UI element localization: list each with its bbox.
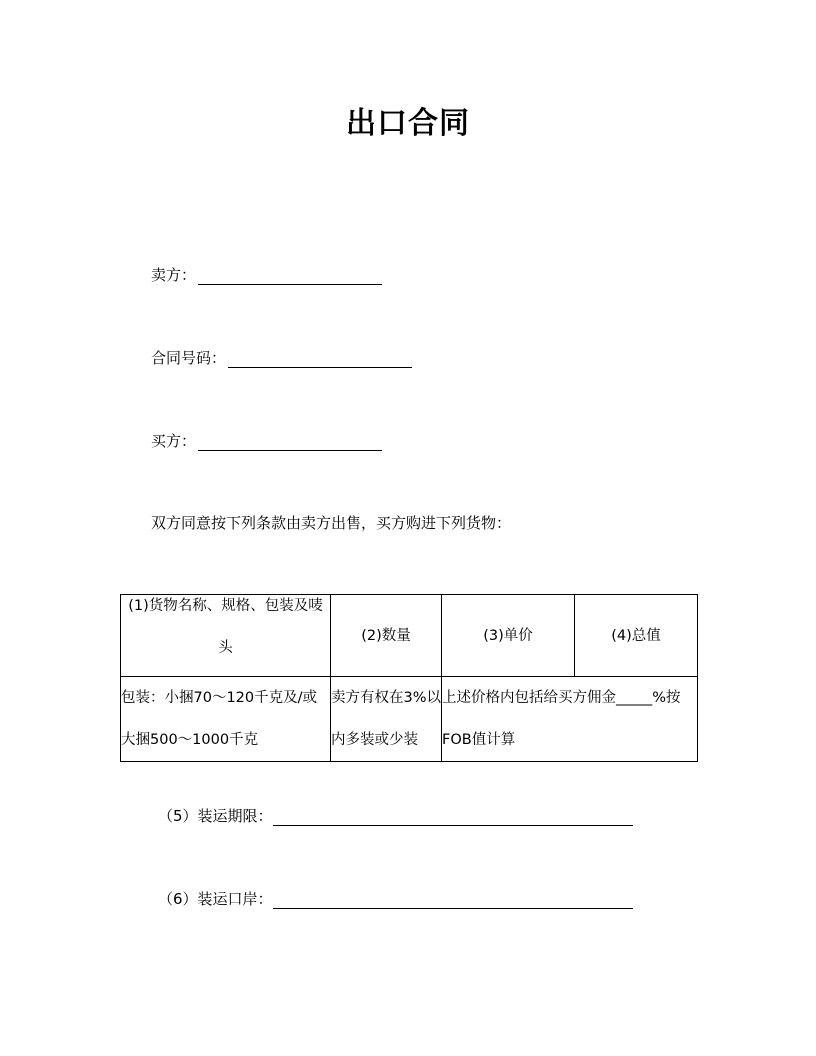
header-goods-name: (1)货物名称、规格、包装及唛 头 [121, 595, 331, 677]
cell-quantity-tolerance: 卖方有权在3%以 内多装或少装 [331, 677, 442, 762]
seller-field [151, 264, 382, 285]
loading-port-blank-line[interactable] [273, 892, 633, 909]
contract-number-blank-line[interactable] [228, 351, 412, 368]
intro-paragraph: 双方同意按下列条款由卖方出售，买方购进下列货物： [151, 514, 512, 532]
header-quantity: (2)数量 [331, 595, 442, 677]
buyer-field [151, 430, 382, 451]
shipment-period-field [158, 805, 633, 826]
document-title: 出口合同 [346, 106, 470, 141]
loading-port-field [158, 888, 633, 909]
shipment-period-blank-line[interactable] [273, 809, 633, 826]
loading-port-label: （6）装运口岸： [158, 890, 273, 908]
seller-label: 卖方： [151, 266, 197, 284]
contract-number-field [151, 347, 412, 368]
shipment-period-label: （5）装运期限： [158, 807, 273, 825]
header-total-value: (4)总值 [575, 595, 698, 677]
contract-number-label: 合同号码： [151, 349, 227, 367]
seller-blank-line[interactable] [198, 268, 382, 285]
cell-packing: 包装：小捆70～120千克及/或 大捆500～1000千克 [121, 677, 331, 762]
table-row [121, 677, 698, 762]
table-header-row [121, 595, 698, 677]
goods-table [120, 594, 698, 762]
cell-commission: 上述价格内包括给买方佣金_____%按 FOB值计算 [442, 677, 698, 762]
buyer-label: 买方： [151, 432, 197, 450]
buyer-blank-line[interactable] [198, 434, 382, 451]
header-unit-price: (3)单价 [442, 595, 575, 677]
